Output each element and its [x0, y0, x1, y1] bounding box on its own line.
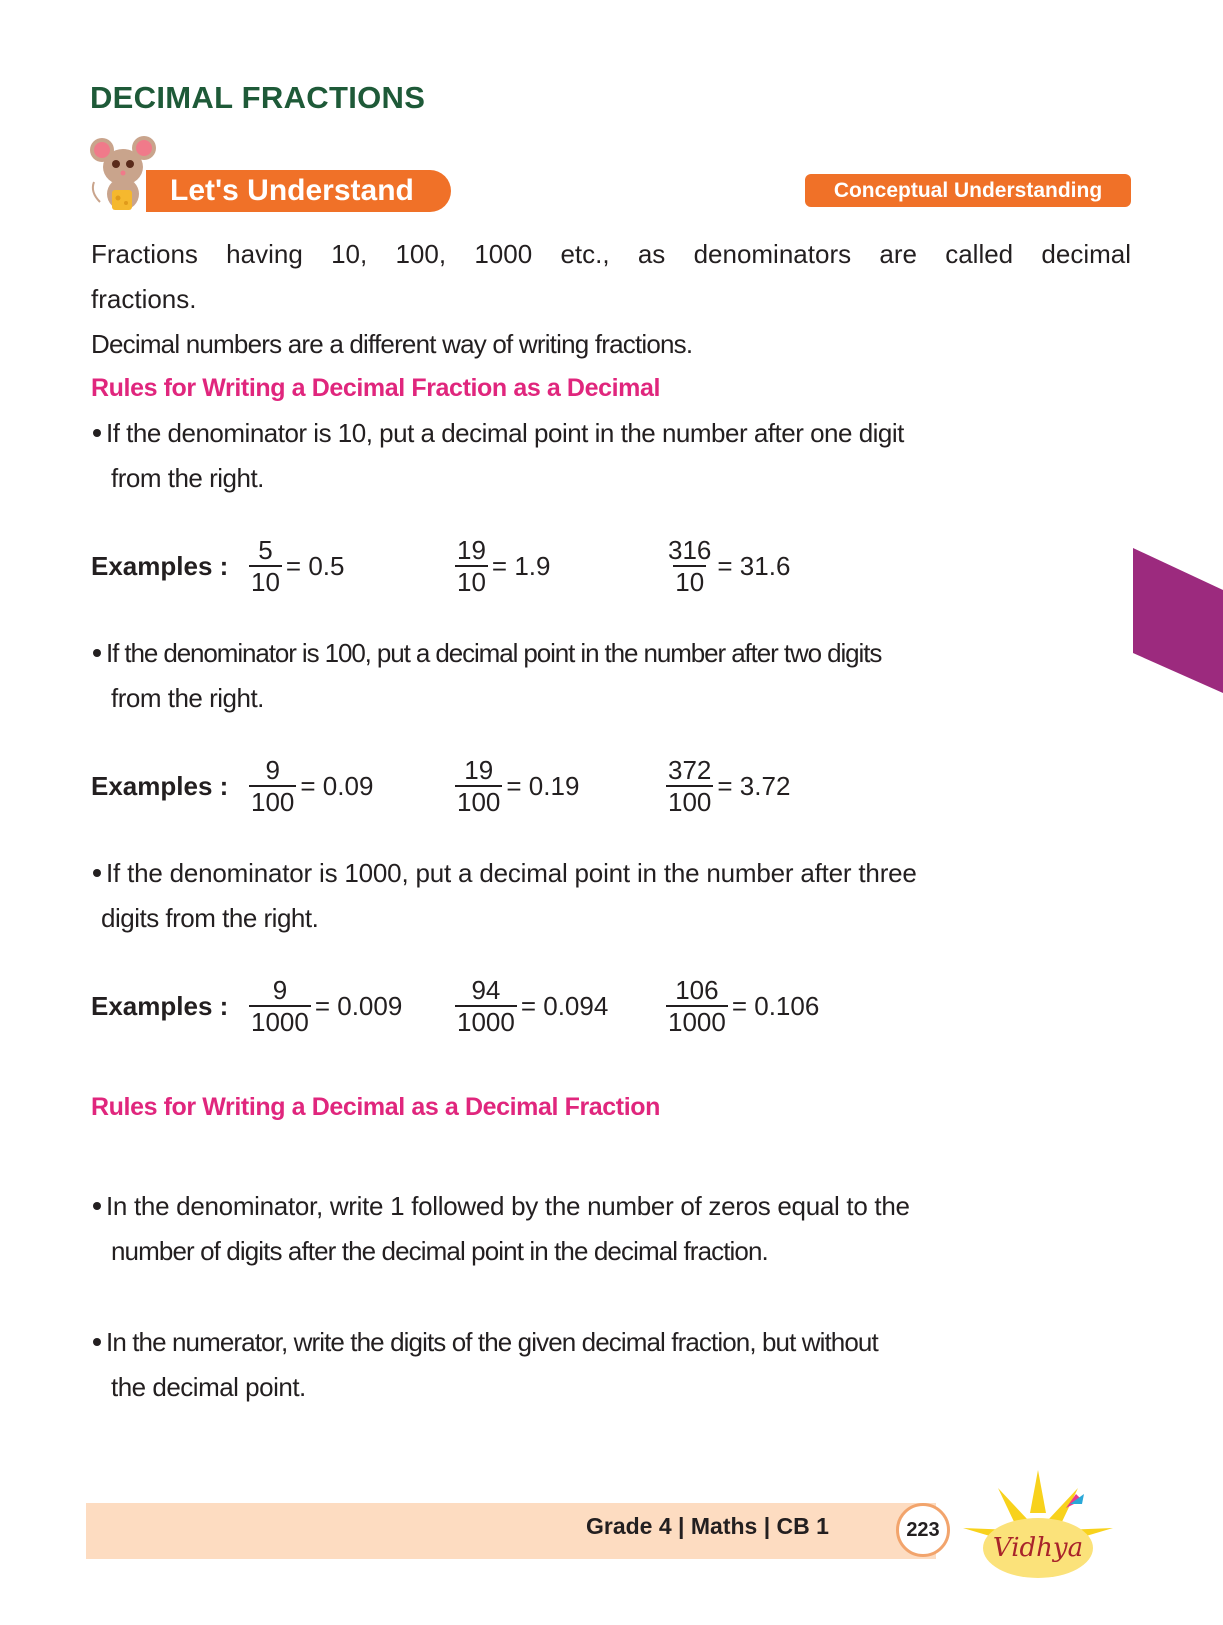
page-title: DECIMAL FRACTIONS: [90, 80, 426, 115]
intro-line-1: Fractions having 10, 100, 1000 etc., as denominators are called decimal: [91, 239, 1131, 269]
example-fraction: [666, 755, 790, 817]
section-heading-fraction-to-decimal: Rules for Writing a Decimal Fraction as a Decimal: [91, 374, 661, 402]
numerator: 94: [471, 975, 501, 1005]
numerator: 106: [675, 975, 719, 1005]
footer-grade-subject: Grade 4 | Maths | CB 1: [586, 1513, 829, 1539]
denominator: 10: [675, 567, 705, 597]
result: = 1.9: [491, 551, 551, 581]
page-number: 223: [896, 1503, 950, 1557]
rule-denominator-100: [91, 631, 1131, 676]
examples-row-10: [91, 535, 891, 605]
example-fraction: [455, 975, 608, 1037]
bullet-icon: [93, 429, 101, 437]
numerator: 9: [272, 975, 288, 1005]
result: = 31.6: [717, 551, 791, 581]
numerator: 316: [668, 535, 712, 565]
numerator: 19: [464, 755, 494, 785]
result: = 0.009: [314, 991, 403, 1021]
examples-label: Examples :: [91, 771, 229, 801]
example-fraction: [455, 755, 579, 817]
intro-line-2: fractions.: [91, 284, 197, 314]
denominator: 1000: [668, 1007, 726, 1037]
rule-text: If the denominator is 100, put a decimal point in the number after two digits: [106, 638, 882, 668]
denominator: 100: [457, 787, 501, 817]
rule-denominator-100-cont: from the right.: [111, 683, 264, 713]
bullet-icon: [93, 1338, 101, 1346]
numerator: 372: [668, 755, 712, 785]
result: = 0.19: [506, 771, 580, 801]
example-fraction: [666, 535, 790, 597]
result: = 0.094: [520, 991, 609, 1021]
rule-denominator-10-cont: from the right.: [111, 463, 264, 493]
numerator: 5: [258, 535, 273, 565]
example-fraction: [249, 535, 344, 597]
conceptual-understanding-badge: Conceptual Understanding: [805, 174, 1131, 207]
vidhya-sun-logo-icon: [958, 1468, 1118, 1578]
intro-line-3: Decimal numbers are a different way of writing fractions.: [91, 329, 693, 359]
rule-denominator-10: [91, 411, 1131, 456]
section-heading-decimal-to-fraction: Rules for Writing a Decimal as a Decimal Fraction: [91, 1093, 661, 1121]
numerator: 9: [265, 755, 280, 785]
examples-row-100: [91, 755, 891, 825]
example-fraction: [249, 975, 402, 1037]
examples-label: Examples :: [91, 551, 229, 581]
numerator: 19: [457, 535, 486, 565]
rule-text: In the numerator, write the digits of the given decimal fraction, but without: [106, 1327, 878, 1357]
bullet-icon: [93, 869, 101, 877]
denominator: 100: [251, 787, 295, 817]
denominator: 10: [457, 567, 486, 597]
rule-denominator-zeros-cont: number of digits after the decimal point in the decimal fraction.: [111, 1236, 768, 1266]
denominator: 1000: [457, 1007, 515, 1037]
bullet-icon: [93, 1202, 101, 1210]
denominator: 10: [251, 567, 280, 597]
example-fraction: [455, 535, 550, 597]
result: = 0.5: [285, 551, 345, 581]
chapter-edge-tab: [1133, 548, 1223, 693]
rule-numerator-digits-cont: the decimal point.: [111, 1372, 306, 1402]
rule-denominator-1000: [91, 851, 1131, 896]
rule-denominator-zeros: [91, 1184, 1131, 1229]
examples-label: Examples :: [91, 991, 229, 1021]
bullet-icon: [93, 649, 101, 657]
denominator: 1000: [251, 1007, 309, 1037]
lets-understand-badge: Let's Understand: [146, 170, 451, 212]
result: = 0.09: [300, 771, 374, 801]
rule-text: In the denominator, write 1 followed by the number of zeros equal to the: [106, 1191, 910, 1221]
svg-text:Vidhya: Vidhya: [992, 1533, 1084, 1563]
rule-denominator-1000-cont: digits from the right.: [101, 903, 319, 933]
example-fraction: [666, 975, 819, 1037]
rule-text: If the denominator is 1000, put a decimal point in the number after three: [106, 858, 917, 888]
denominator: 100: [668, 787, 712, 817]
example-fraction: [249, 755, 373, 817]
result: = 3.72: [717, 771, 791, 801]
result: = 0.106: [731, 991, 820, 1021]
examples-row-1000: [91, 975, 891, 1045]
rule-text: If the denominator is 10, put a decimal point in the number after one digit: [106, 418, 904, 448]
rule-numerator-digits: [91, 1320, 1131, 1365]
